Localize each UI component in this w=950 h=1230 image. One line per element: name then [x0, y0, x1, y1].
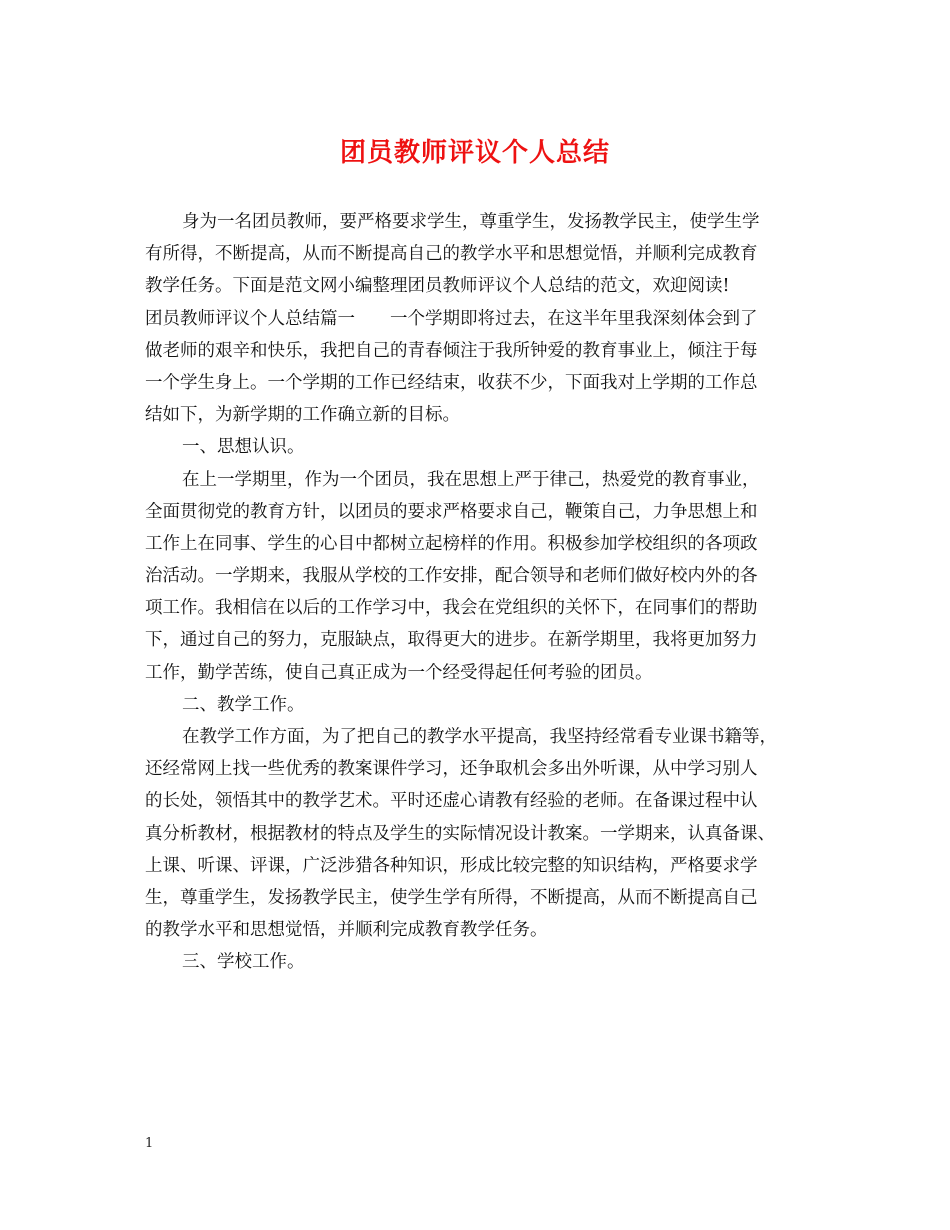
- text-line: 生，尊重学生，发扬教学民主，使学生学有所得，不断提高，从而不断提高自己: [145, 887, 758, 908]
- text-line: 在上一学期里，作为一个团员，我在思想上严于律己，热爱党的教育事业，: [182, 469, 760, 490]
- document-title: 团员教师评议个人总结: [339, 138, 610, 168]
- text-line: 教学任务。下面是范文网小编整理团员教师评议个人总结的范文，欢迎阅读!: [145, 276, 730, 297]
- section-heading: 二、教学工作。: [182, 694, 305, 715]
- text-line: 在教学工作方面，为了把自己的教学水平提高，我坚持经常看专业课书籍等，: [182, 727, 777, 747]
- text-line: 全面贯彻党的教育方针，以团员的要求严格要求自己，鞭策自己，力争思想上和: [145, 501, 758, 522]
- text-line: 真分析教材，根据教材的特点及学生的实际情况设计教案。一学期来，认真备课、: [145, 823, 775, 844]
- document-body: [145, 206, 811, 979]
- text-line: 还经常网上找一些优秀的教案课件学习，还争取机会多出外听课，从中学习别人: [145, 759, 758, 780]
- text-line: 工作，勤学苦练，使自己真正成为一个经受得起任何考验的团员。: [145, 662, 653, 683]
- text-line: 下，通过自己的努力，克服缺点，取得更大的进步。在新学期里，我将更加努力: [145, 630, 758, 651]
- text-line: 项工作。我相信在以后的工作学习中，我会在党组织的关怀下，在同事们的帮助: [145, 598, 758, 619]
- text-line: 工作上在同事、学生的心目中都树立起榜样的作用。积极参加学校组织的各项政: [145, 533, 758, 554]
- text-line: 团员教师评议个人总结篇一 一个学期即将过去，在这半年里我深刻体会到了: [145, 308, 758, 329]
- text-line: 身为一名团员教师，要严格要求学生，尊重学生，发扬教学民主，使学生学: [182, 212, 760, 232]
- section-heading: 三、学校工作。: [182, 952, 305, 973]
- text-line: 一个学生身上。一个学期的工作已经结束，收获不少，下面我对上学期的工作总: [145, 372, 758, 393]
- section-heading: 一、思想认识。: [182, 437, 305, 458]
- text-line: 有所得，不断提高，从而不断提高自己的教学水平和思想觉悟，并顺利完成教育: [145, 244, 758, 265]
- page-number: 1: [145, 1136, 154, 1151]
- text-line: 治活动。一学期来，我服从学校的工作安排，配合领导和老师们做好校内外的各: [145, 566, 758, 587]
- text-line: 的长处，领悟其中的教学艺术。平时还虚心请教有经验的老师。在备课过程中认: [145, 791, 758, 812]
- text-line: 做老师的艰辛和快乐，我把自己的青春倾注于我所钟爱的教育事业上，倾注于每: [145, 340, 758, 361]
- text-line: 的教学水平和思想觉悟，并顺利完成教育教学任务。: [145, 920, 548, 941]
- text-line: 上课、听课、评课，广泛涉猎各种知识，形成比较完整的知识结构，严格要求学: [145, 855, 758, 876]
- text-line: 结如下，为新学期的工作确立新的目标。: [145, 405, 460, 426]
